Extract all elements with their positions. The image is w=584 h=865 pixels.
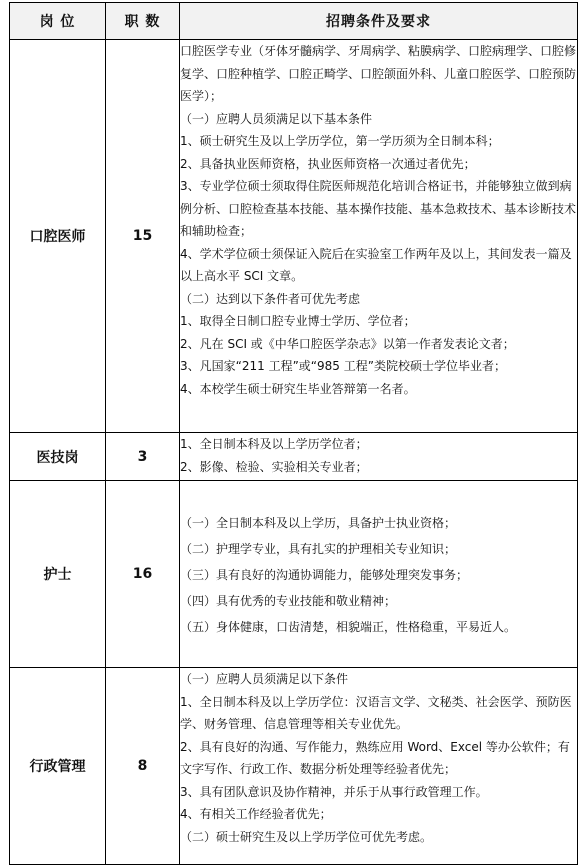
- post-name: 行政管理: [10, 668, 106, 865]
- requirements-cell: [180, 433, 578, 481]
- requirement-line: 3、凡国家“211 工程”或“985 工程”类院校硕士学位毕业者；: [180, 359, 506, 373]
- header-count: 职 数: [106, 3, 180, 40]
- requirement-line: 1、硕士研究生及以上学历学位，第一学历须为全日制本科；: [180, 134, 500, 148]
- post-count: 3: [106, 433, 180, 481]
- requirement-line: 口腔医学专业（牙体牙髓病学、牙周病学、粘膜病学、口腔病理学、口腔修复学、口腔种植学、口腔正畸学、口腔颌面外科、儿童口腔医学、口腔预防医学）；: [180, 44, 577, 103]
- requirement-line: 3、专业学位硕士须取得住院医师规范化培训合格证书，并能够独立做到病例分析、口腔检查基本技能、基本操作技能、基本急救技术、基本诊断技术和辅助检查；: [180, 179, 577, 238]
- recruitment-table: [9, 2, 578, 865]
- post-count: 8: [106, 668, 180, 865]
- post-count: 16: [106, 481, 180, 668]
- requirements-cell: [180, 40, 578, 433]
- requirement-line: 2、影像、检验、实验相关专业者；: [180, 459, 368, 474]
- table-row-medical-tech: [10, 433, 578, 481]
- requirement-line: 1、全日制本科及以上学历学位者；: [180, 437, 368, 451]
- requirement-line: 4、学术学位硕士须保证入院后在实验室工作两年及以上，其间发表一篇及以上高水平 SCI 文章。: [180, 246, 572, 283]
- requirement-line: （一）应聘人员须满足以下基本条件: [180, 111, 373, 126]
- requirement-line: 2、凡在 SCI 或《中华口腔医学杂志》以第一作者发表论文者；: [180, 336, 515, 351]
- requirement-line: （四）具有优秀的专业技能和敬业精神；: [180, 594, 397, 608]
- requirement-line: （二）硕士研究生及以上学历学位可优先考虑。: [180, 829, 433, 844]
- post-count: 15: [106, 40, 180, 433]
- table-row-admin: [10, 668, 578, 865]
- header-requirements: 招聘条件及要求: [180, 3, 578, 40]
- requirement-line: （五）身体健康，口齿清楚，相貌端正，性格稳重，平易近人。: [180, 620, 517, 634]
- post-name: 护士: [10, 481, 106, 668]
- post-name: 口腔医师: [10, 40, 106, 433]
- requirement-line: 4、有相关工作经验者优先；: [180, 807, 332, 821]
- requirement-line: 2、具备执业医师资格，执业医师资格一次通过者优先；: [180, 156, 476, 171]
- requirement-line: 1、取得全日制口腔专业博士学历、学位者；: [180, 314, 416, 328]
- table-row-dentist: [10, 40, 578, 433]
- requirement-line: （一）应聘人员须满足以下条件: [180, 672, 349, 686]
- table-header-row: [10, 3, 578, 40]
- table-row-nurse: [10, 481, 578, 668]
- requirements-cell: [180, 481, 578, 668]
- requirement-line: （三）具有良好的沟通协调能力，能够处理突发事务；: [180, 568, 469, 582]
- post-name: 医技岗: [10, 433, 106, 481]
- requirement-line: （二）护理学专业，具有扎实的护理相关专业知识；: [180, 542, 457, 556]
- requirement-line: 3、具有团队意识及协作精神，并乐于从事行政管理工作。: [180, 784, 488, 799]
- requirement-line: （一）全日制本科及以上学历，具备护士执业资格；: [180, 516, 457, 530]
- requirement-line: 1、全日制本科及以上学历学位：汉语言文学、文秘类、社会医学、预防医学、财务管理、信息管理等相关专业优先。: [180, 694, 572, 731]
- requirements-cell: [180, 668, 578, 865]
- header-post: 岗 位: [10, 3, 106, 40]
- requirement-line: 4、本校学生硕士研究生毕业答辩第一名者。: [180, 381, 416, 396]
- requirement-line: 2、具有良好的沟通、写作能力，熟练应用 Word、Excel 等办公软件；有文字写作、行政工作、数据分析处理等经验者优先；: [180, 739, 570, 776]
- requirement-line: （二）达到以下条件者可优先考虑: [180, 291, 361, 306]
